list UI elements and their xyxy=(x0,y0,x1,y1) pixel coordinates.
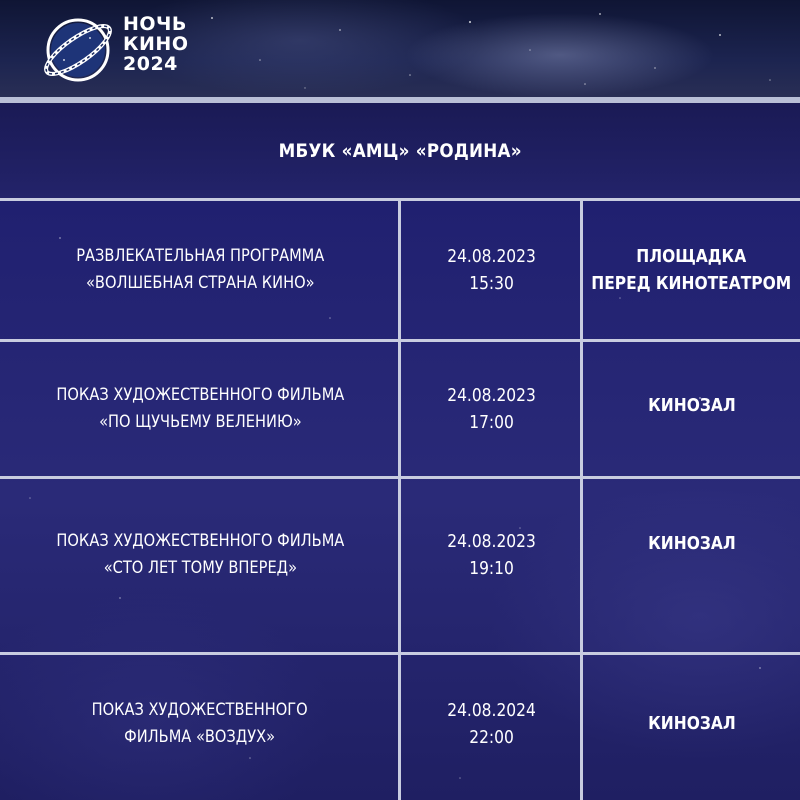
schedule-table xyxy=(0,198,800,800)
table-row-3-event xyxy=(0,479,400,652)
event-logo-text xyxy=(123,14,189,74)
header-stars xyxy=(0,0,800,100)
place-line: КИНОЗАЛ xyxy=(647,533,736,554)
place-line: КИНОЗАЛ xyxy=(647,394,736,416)
event-line: ПОКАЗ ХУДОЖЕСТВЕННОГО ФИЛЬМА xyxy=(56,530,344,551)
event-time: 19:10 xyxy=(469,557,514,579)
logo-line-1: НОЧЬ xyxy=(123,13,187,35)
place-line: ПЕРЕД КИНОТЕАТРОМ xyxy=(591,273,792,294)
event-line: ПОКАЗ ХУДОЖЕСТВЕННОГО ФИЛЬМА xyxy=(56,385,344,405)
header-band xyxy=(0,0,800,100)
venue-title: МБУК «АМЦ» «РОДИНА» xyxy=(278,139,522,162)
event-line: «ВОЛШЕБНАЯ СТРАНА КИНО» xyxy=(85,273,315,293)
event-line: ФИЛЬМА «ВОЗДУХ» xyxy=(124,726,276,747)
event-date: 24.08.2024 xyxy=(447,699,536,721)
place-line: КИНОЗАЛ xyxy=(647,713,736,734)
table-row-1-datetime xyxy=(403,201,580,339)
event-date: 24.08.2023 xyxy=(447,385,536,406)
film-reel-globe-icon xyxy=(40,12,120,86)
table-row-4-place xyxy=(583,655,800,800)
event-line: РАЗВЛЕКАТЕЛЬНАЯ ПРОГРАММА xyxy=(75,246,325,266)
event-time: 17:00 xyxy=(469,412,514,433)
table-row-2-event xyxy=(0,342,400,476)
event-line: «СТО ЛЕТ ТОМУ ВПЕРЕД» xyxy=(103,557,297,578)
table-row-3-place xyxy=(583,479,800,652)
logo-line-2: КИНО xyxy=(123,33,189,55)
event-time: 15:30 xyxy=(469,273,514,294)
logo-line-3: 2024 xyxy=(123,53,178,75)
table-row-1-place xyxy=(583,201,800,339)
table-row-4-datetime xyxy=(403,655,580,800)
event-line: ПОКАЗ ХУДОЖЕСТВЕННОГО xyxy=(91,699,309,720)
table-row-3-datetime xyxy=(403,479,580,652)
table-row-2-place xyxy=(583,342,800,476)
event-time: 22:00 xyxy=(469,726,514,748)
event-line: «ПО ЩУЧЬЕМУ ВЕЛЕНИЮ» xyxy=(98,412,302,432)
title-band xyxy=(0,103,800,198)
table-row-1-event xyxy=(0,201,400,339)
table-row-2-datetime xyxy=(403,342,580,476)
event-date: 24.08.2023 xyxy=(447,246,536,267)
place-line: ПЛОЩАДКА xyxy=(636,246,747,267)
event-date: 24.08.2023 xyxy=(447,530,536,552)
table-row-4-event xyxy=(0,655,400,800)
